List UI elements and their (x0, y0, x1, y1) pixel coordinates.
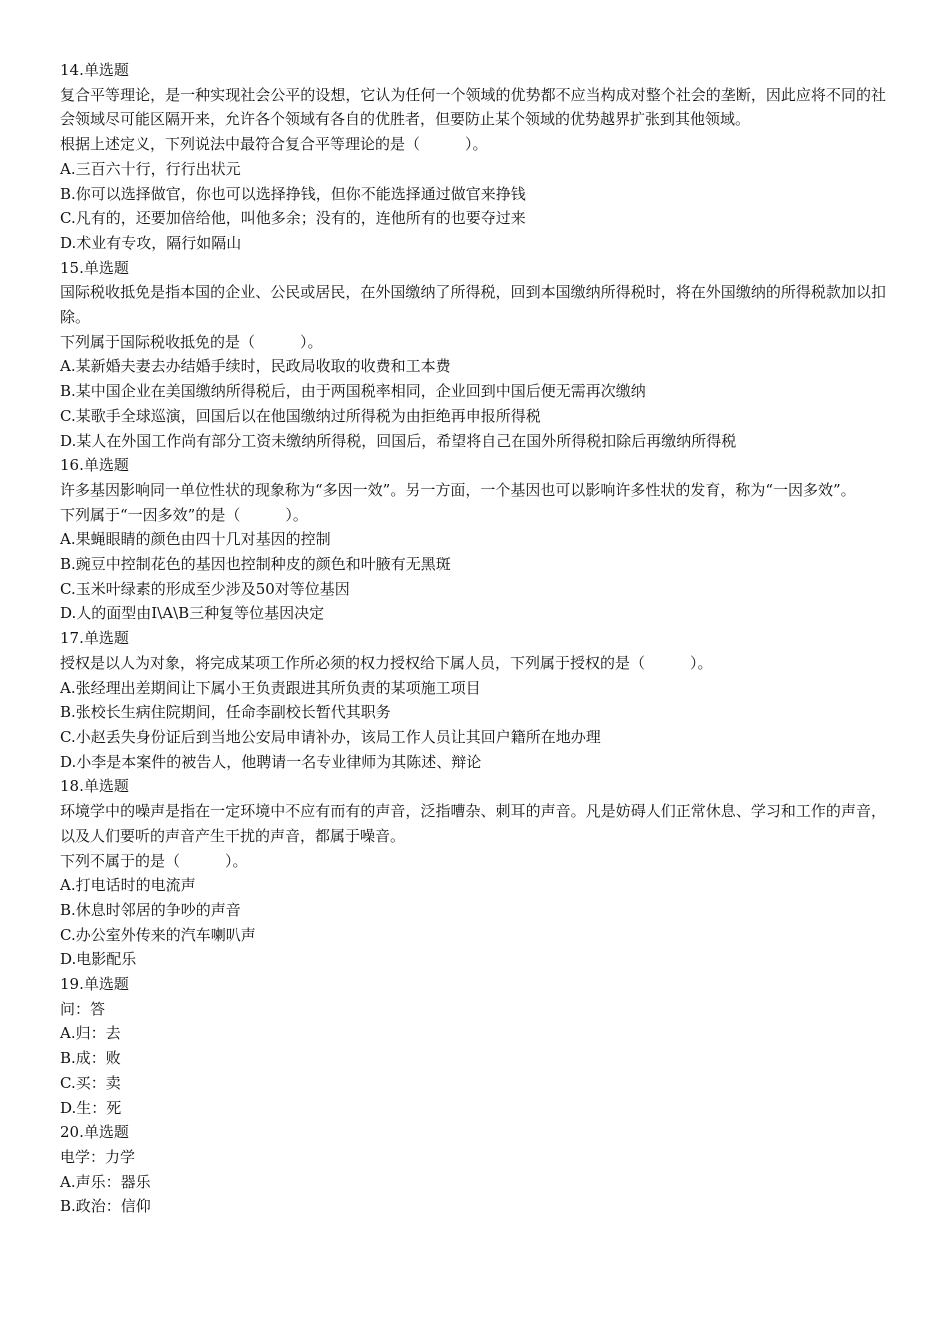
option-b[interactable]: B.成：败 (60, 1049, 121, 1068)
question-stem: 复合平等理论，是一种实现社会公平的设想，它认为任何一个领域的优势都不应当构成对整个社会的垄断，因此应将不同的社会领域尽可能区隔开来，允许各个领域有各自的优胜者，但要防止某个领域的优势越界扩张到其他领域。 (60, 85, 886, 129)
question-stem: 授权是以人为对象，将完成某项工作所必须的权力授权给下属人员，下列属于授权的是（ ）。 (60, 653, 713, 672)
option-a[interactable]: A.三百六十行，行行出状元 (60, 159, 241, 178)
option-d[interactable]: D.电影配乐 (60, 950, 137, 969)
question-17 (60, 626, 886, 774)
option-b[interactable]: B.政治：信仰 (60, 1197, 151, 1216)
question-18 (60, 774, 886, 972)
option-a[interactable]: A.果蝇眼睛的颜色由四十几对基因的控制 (60, 530, 331, 549)
question-header: 18.单选题 (60, 777, 129, 796)
question-header: 17.单选题 (60, 629, 129, 648)
option-b[interactable]: B.休息时邻居的争吵的声音 (60, 900, 241, 919)
option-a[interactable]: A.某新婚夫妻去办结婚手续时，民政局收取的收费和工本费 (60, 357, 451, 376)
question-stem: 许多基因影响同一单位性状的现象称为“多因一效”。另一方面，一个基因也可以影响许多性状的发育，称为“一因多效”。 (60, 480, 856, 499)
option-a[interactable]: A.打电话时的电流声 (60, 876, 196, 895)
question-header: 15.单选题 (60, 258, 129, 277)
question-stem: 电学：力学 (60, 1147, 136, 1166)
question-header: 20.单选题 (60, 1123, 129, 1142)
option-b[interactable]: B.张校长生病住院期间，任命李副校长暂代其职务 (60, 703, 391, 722)
option-d[interactable]: D.某人在外国工作尚有部分工资未缴纳所得税，回国后，希望将自己在国外所得税扣除后再缴纳所得税 (60, 431, 737, 450)
question-stem: 问：答 (60, 999, 106, 1018)
option-c[interactable]: C.办公室外传来的汽车喇叭声 (60, 925, 256, 944)
option-a[interactable]: A.归：去 (60, 1024, 121, 1043)
question-19 (60, 972, 886, 1120)
question-header: 14.单选题 (60, 61, 129, 79)
option-a[interactable]: A.声乐：器乐 (60, 1172, 151, 1191)
option-c[interactable]: C.玉米叶绿素的形成至少涉及50对等位基因 (60, 579, 350, 598)
question-prompt: 根据上述定义，下列说法中最符合复合平等理论的是（ ）。 (60, 135, 488, 154)
question-14 (60, 58, 886, 256)
option-c[interactable]: C.某歌手全球巡演，回国后以在他国缴纳过所得税为由拒绝再申报所得税 (60, 406, 541, 425)
option-b[interactable]: B.你可以选择做官，你也可以选择挣钱，但你不能选择通过做官来挣钱 (60, 184, 526, 203)
question-header: 16.单选题 (60, 456, 129, 475)
question-prompt: 下列属于国际税收抵免的是（ ）。 (60, 332, 323, 351)
option-d[interactable]: D.术业有专攻，隔行如隔山 (60, 233, 242, 252)
option-a[interactable]: A.张经理出差期间让下属小王负责跟进其所负责的某项施工项目 (60, 678, 481, 697)
option-c[interactable]: C.买：卖 (60, 1073, 121, 1092)
question-sheet (60, 58, 886, 1219)
question-stem: 国际税收抵免是指本国的企业、公民或居民，在外国缴纳了所得税，回到本国缴纳所得税时，将在外国缴纳的所得税款加以扣除。 (60, 283, 886, 327)
question-header: 19.单选题 (60, 975, 129, 994)
option-d[interactable]: D.小李是本案件的被告人，他聘请一名专业律师为其陈述、辩论 (60, 752, 482, 771)
option-b[interactable]: B.某中国企业在美国缴纳所得税后，由于两国税率相同，企业回到中国后便无需再次缴纳 (60, 382, 646, 401)
question-20 (60, 1120, 886, 1219)
question-prompt: 下列不属于的是（ ）。 (60, 851, 248, 870)
option-d[interactable]: D.生：死 (60, 1098, 122, 1117)
option-c[interactable]: C.凡有的，还要加倍给他，叫他多余；没有的，连他所有的也要夺过来 (60, 209, 526, 228)
question-16 (60, 453, 886, 626)
option-b[interactable]: B.豌豆中控制花色的基因也控制种皮的颜色和叶腋有无黑斑 (60, 555, 451, 574)
question-prompt: 下列属于“一因多效”的是（ ）。 (60, 505, 308, 524)
question-15 (60, 256, 886, 454)
question-stem: 环境学中的噪声是指在一定环境中不应有而有的声音，泛指嘈杂、刺耳的声音。凡是妨碍人们正常休息、学习和工作的声音，以及人们要听的声音产生干扰的声音，都属于噪音。 (60, 802, 886, 845)
option-c[interactable]: C.小赵丢失身份证后到当地公安局申请补办，该局工作人员让其回户籍所在地办理 (60, 727, 601, 746)
option-d[interactable]: D.人的面型由I\A\B三种复等位基因决定 (60, 604, 325, 623)
